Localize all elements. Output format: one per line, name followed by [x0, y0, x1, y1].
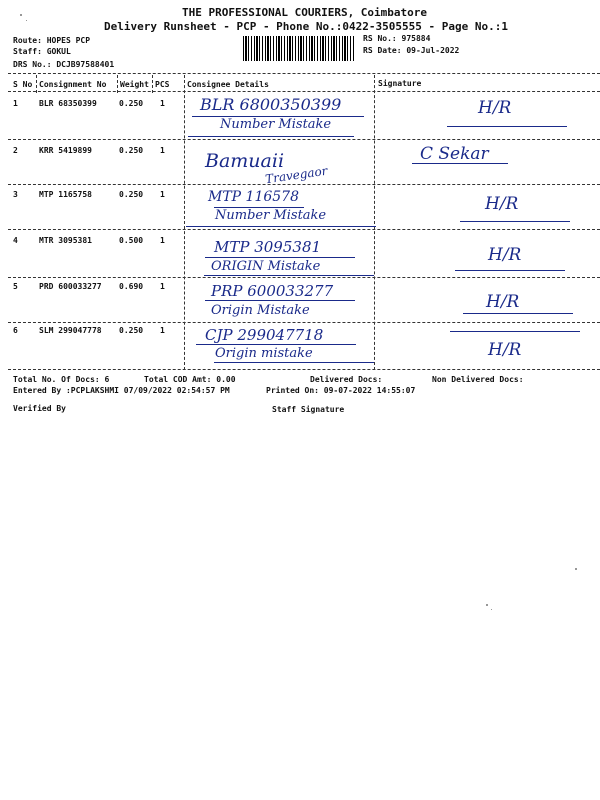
- handwriting-underline: [205, 257, 355, 258]
- col-signature: Signature: [378, 79, 422, 88]
- scan-speck: [575, 568, 577, 570]
- verified-by: Verified By: [13, 404, 66, 413]
- handwriting-underline: [205, 300, 355, 301]
- row-2-handwritten-1: Bamuaii: [205, 150, 285, 172]
- row-2-weight: 0.250: [119, 146, 144, 155]
- row-4-handwritten-1: MTP 3095381: [214, 238, 322, 256]
- row-1-consignment: BLR 68350399: [39, 99, 97, 108]
- row-divider: [8, 322, 600, 323]
- signature-line: [412, 163, 508, 164]
- row-4-signature: H/R: [488, 245, 522, 265]
- total-docs: Total No. Of Docs: 6: [13, 375, 110, 384]
- row-1-pcs: 1: [160, 99, 165, 108]
- row-5-weight: 0.690: [119, 282, 144, 291]
- signature-line: [447, 126, 567, 127]
- scan-speck: [486, 604, 488, 606]
- row-5-handwritten-1: PRP 600033277: [211, 282, 334, 300]
- handwriting-underline: [196, 344, 356, 345]
- runsheet-title: Delivery Runsheet - PCP - Phone No.:0422-3505555 - Page No.:1: [104, 20, 508, 33]
- col-weight: Weight: [120, 80, 149, 89]
- row-3-signature: H/R: [485, 194, 519, 214]
- row-3-handwritten-1: MTP 116578: [208, 189, 299, 205]
- total-cod: Total COD Amt: 0.00: [144, 375, 236, 384]
- row-divider: [8, 229, 600, 230]
- col-divider: [184, 75, 185, 370]
- table-bottom-rule: [8, 369, 600, 370]
- scan-speck: [20, 14, 22, 16]
- entered-by: Entered By :PCPLAKSHMI 07/09/2022 02:54:57 PM: [13, 386, 230, 395]
- staff-signature-label: Staff Signature: [272, 405, 345, 414]
- signature-line: [463, 313, 573, 314]
- printed-on: Printed On: 09-07-2022 14:55:07: [266, 386, 416, 395]
- signature-line: [460, 221, 570, 222]
- row-6-handwritten-1: CJP 299047718: [205, 326, 324, 344]
- row-3-weight: 0.250: [119, 190, 144, 199]
- row-3-handwritten-2: Number Mistake: [215, 208, 327, 223]
- handwriting-underline: [188, 136, 354, 137]
- drs-number: DRS No.: DCJB97588401: [13, 60, 115, 69]
- row-6-handwritten-2: Origin mistake: [215, 346, 313, 361]
- row-5-sno: 5: [13, 282, 18, 291]
- scan-speck: [491, 609, 492, 610]
- header-bottom-rule: [8, 91, 600, 92]
- row-3-consignment: MTP 1165758: [39, 190, 92, 199]
- row-5-signature: H/R: [486, 292, 520, 312]
- row-2-pcs: 1: [160, 146, 165, 155]
- row-6-signature: H/R: [488, 340, 522, 360]
- row-2-sno: 2: [13, 146, 18, 155]
- handwriting-underline: [186, 226, 376, 227]
- row-4-handwritten-2: ORIGIN Mistake: [211, 259, 321, 274]
- rs-date: RS Date: 09-Jul-2022: [363, 46, 460, 55]
- row-3-sno: 3: [13, 190, 18, 199]
- row-5-consignment: PRD 600033277: [39, 282, 102, 291]
- scan-speck: [26, 20, 27, 21]
- row-2-consignment: KRR 5419899: [39, 146, 92, 155]
- non-delivered-docs: Non Delivered Docs:: [432, 375, 524, 384]
- row-4-weight: 0.500: [119, 236, 144, 245]
- col-details: Consignee Details: [187, 80, 269, 89]
- col-pcs: PCS: [155, 80, 170, 89]
- row-6-pcs: 1: [160, 326, 165, 335]
- table-top-rule: [8, 73, 600, 74]
- signature-line: [455, 270, 565, 271]
- row-divider: [8, 277, 600, 278]
- row-2-signature: C Sekar: [420, 144, 489, 164]
- row-5-handwritten-2: Origin Mistake: [211, 303, 310, 318]
- handwriting-underline: [214, 362, 374, 363]
- staff-label: Staff: GOKUL: [13, 47, 71, 56]
- row-4-sno: 4: [13, 236, 18, 245]
- row-4-pcs: 1: [160, 236, 165, 245]
- company-title: THE PROFESSIONAL COURIERS, Coimbatore: [182, 6, 428, 19]
- barcode: [243, 36, 355, 61]
- row-2-handwritten-2: Travegaor: [264, 163, 329, 187]
- row-divider: [8, 184, 600, 185]
- delivered-docs: Delivered Docs:: [310, 375, 383, 384]
- row-1-signature: H/R: [478, 98, 512, 118]
- row-5-pcs: 1: [160, 282, 165, 291]
- col-sno: S No: [13, 80, 33, 89]
- col-consignment: Consignment No: [39, 80, 107, 89]
- row-1-handwritten-2: Number Mistake: [220, 117, 332, 132]
- rs-number: RS No.: 975884: [363, 34, 431, 43]
- row-1-weight: 0.250: [119, 99, 144, 108]
- row-4-consignment: MTR 3095381: [39, 236, 92, 245]
- row-6-sno: 6: [13, 326, 18, 335]
- row-6-consignment: SLM 299047778: [39, 326, 102, 335]
- row-6-weight: 0.250: [119, 326, 144, 335]
- row-divider: [8, 139, 600, 140]
- route-label: Route: HOPES PCP: [13, 36, 91, 45]
- col-divider: [374, 75, 375, 370]
- row-3-pcs: 1: [160, 190, 165, 199]
- handwriting-underline: [204, 275, 374, 276]
- row-1-sno: 1: [13, 99, 18, 108]
- signature-line: [450, 331, 580, 332]
- col-divider: [36, 75, 37, 93]
- col-divider: [152, 75, 153, 93]
- row-1-handwritten-1: BLR 6800350399: [200, 95, 342, 114]
- col-divider: [117, 75, 118, 93]
